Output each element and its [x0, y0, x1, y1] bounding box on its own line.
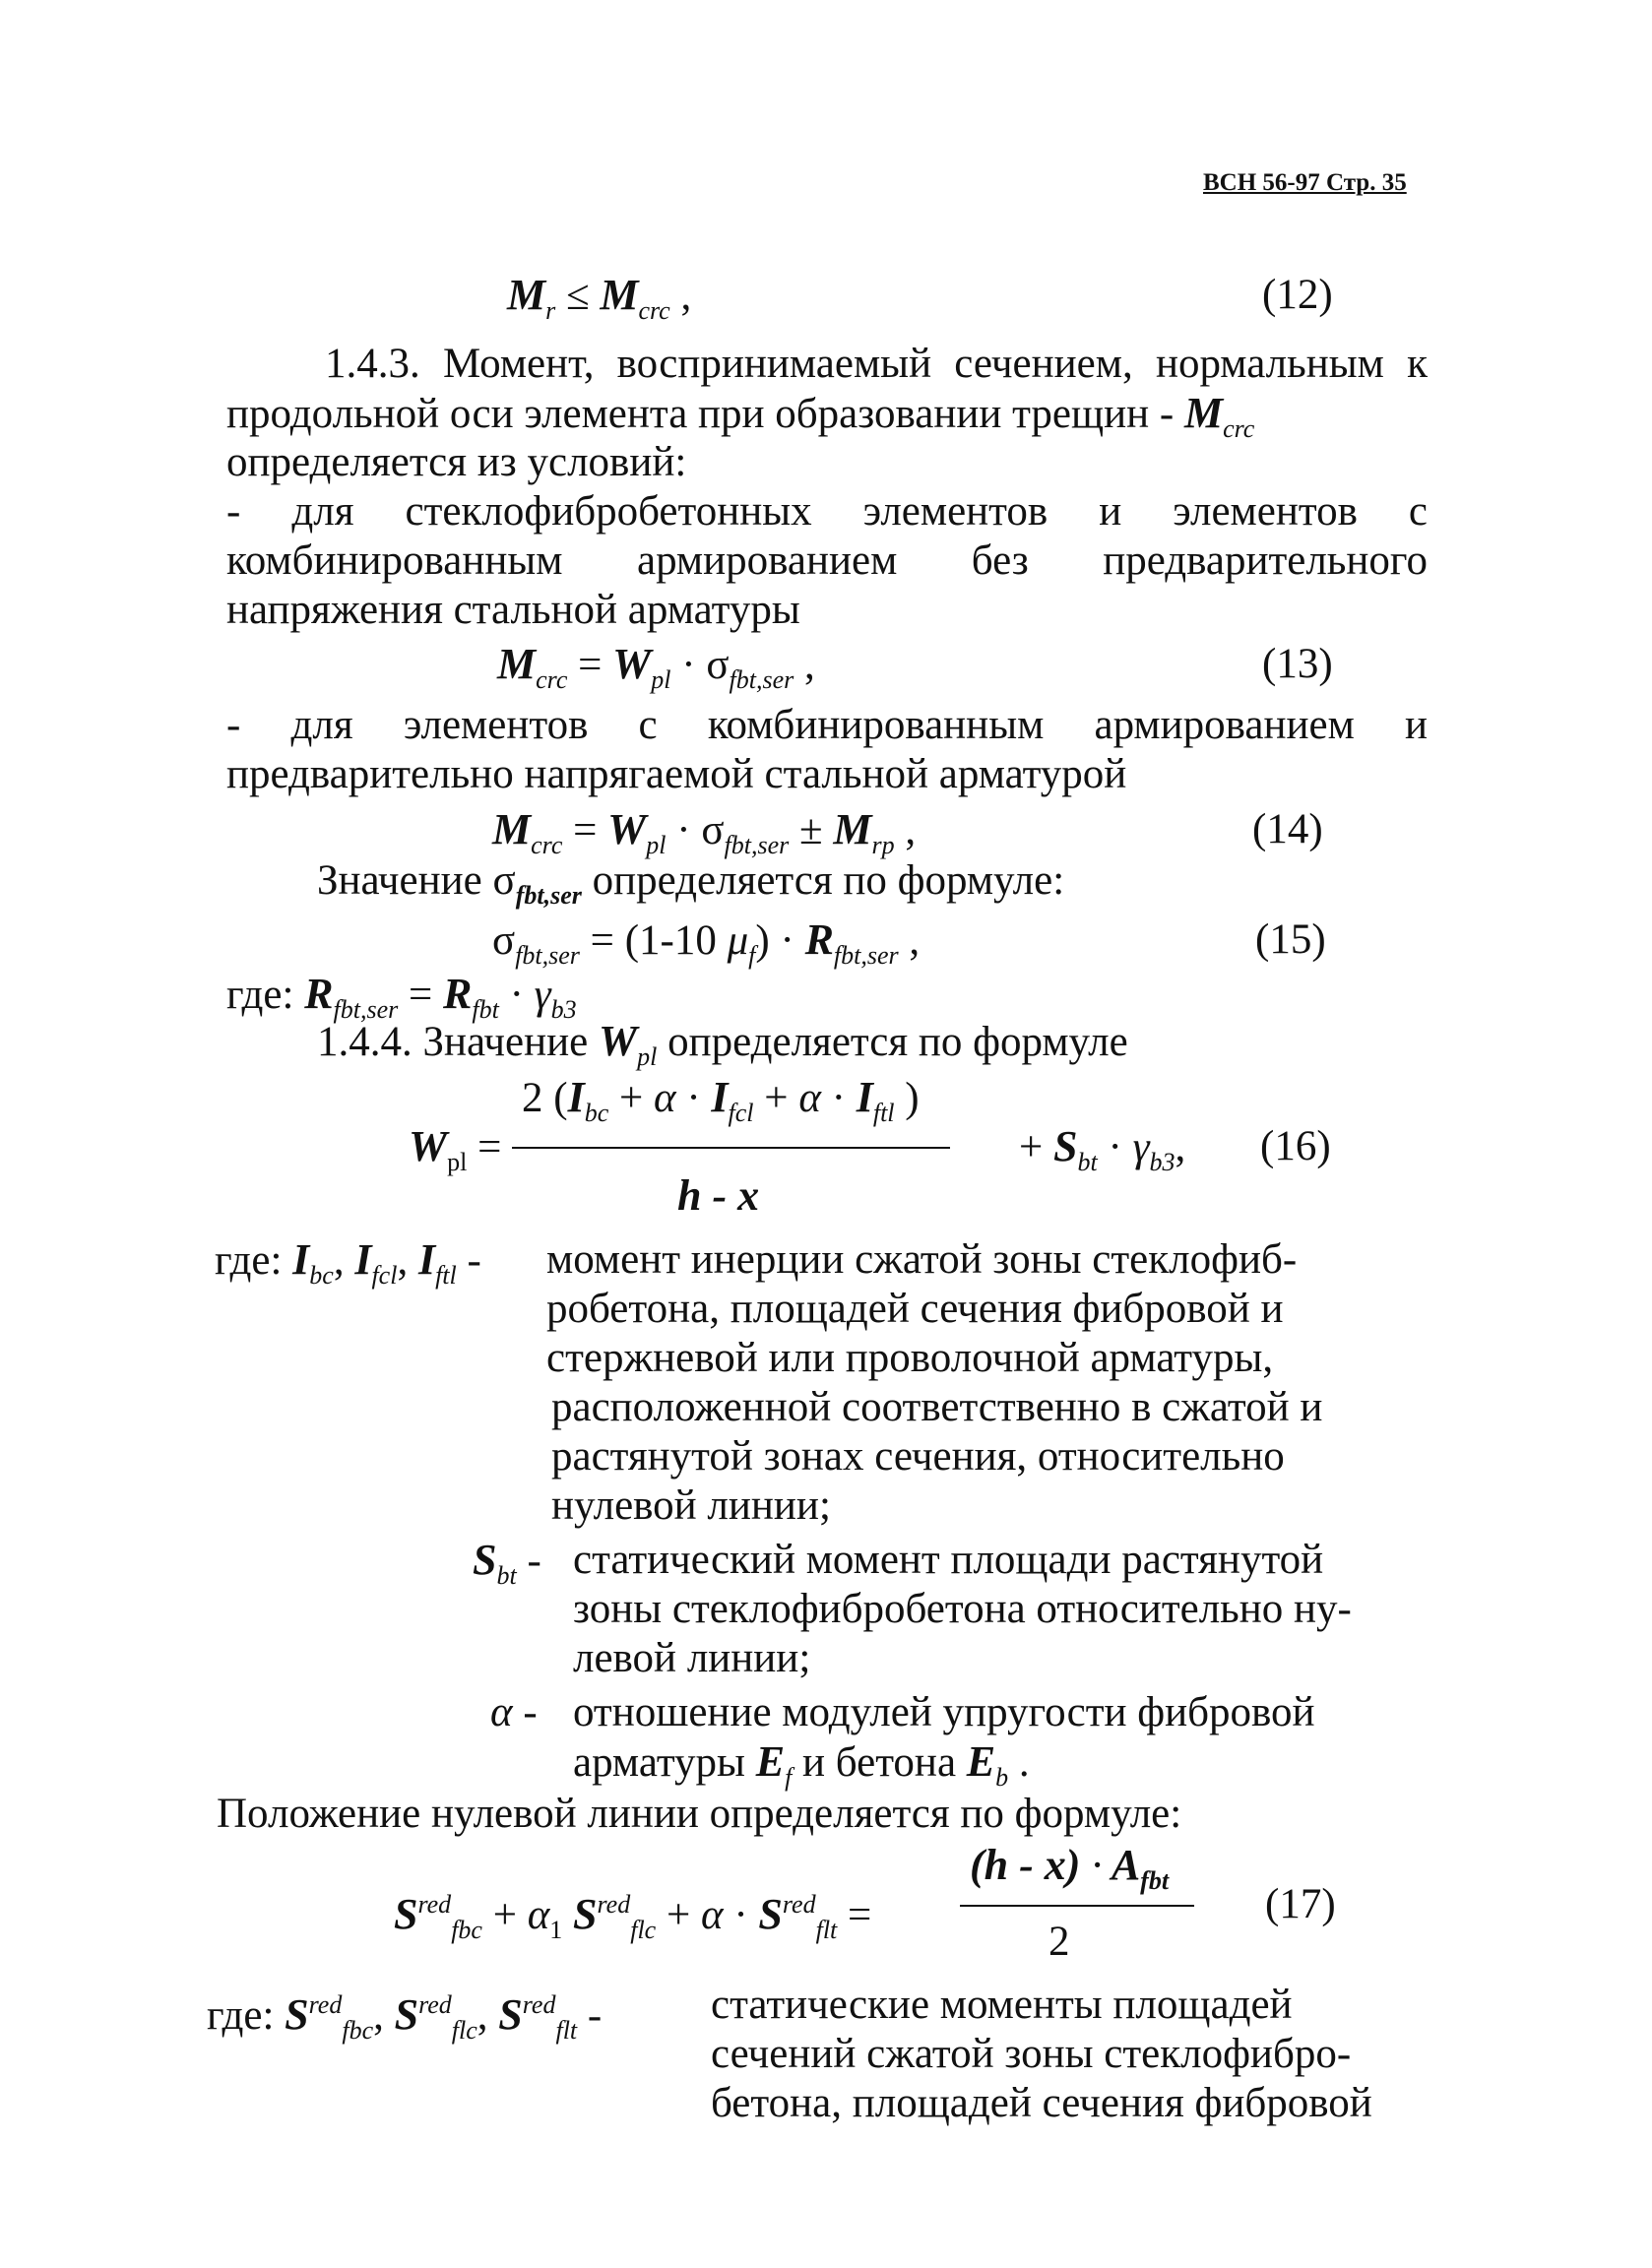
paragraph-14-line-1: - для элементов с комбинированным армированием и — [226, 702, 1428, 748]
defA-symbol: α - — [490, 1689, 538, 1735]
equation-number-15: (15) — [1255, 916, 1326, 963]
def16-line-6: нулевой линии; — [551, 1482, 831, 1529]
equation-number-14: (14) — [1252, 806, 1323, 852]
defS-line-2: зоны стеклофибробетона относительно ну- — [573, 1586, 1352, 1632]
paragraph-143-line-6: напряжения стальной арматуры — [226, 587, 800, 633]
equation-17-numerator: $(h - x) \cdot A_{fbt}$ — [970, 1841, 1170, 1895]
equation-number-12: (12) — [1262, 272, 1333, 318]
where-15: где: $R_{fbt,ser} = R_{fbt} \cdot \gamma_{b3}$ — [226, 970, 577, 1024]
def17-line-3: бетона, площадей сечения фибровой — [711, 2080, 1372, 2126]
defS-line-3: левой линии; — [573, 1635, 811, 1681]
defA-line-2: арматуры $E_f$ и бетона $E_b$ . — [573, 1737, 1030, 1792]
paragraph-15: Значение $\sigma_{fbt,ser}$ определяется по формуле: — [317, 857, 1065, 910]
def16-line-1: момент инерции сжатой зоны стеклофиб- — [546, 1236, 1298, 1283]
def16-line-5: растянутой зонах сечения, относительно — [551, 1433, 1285, 1480]
page-header: ВСН 56-97 Стр. 35 — [1203, 169, 1407, 196]
equation-14: $M_{crc} = W_{pl} \cdot \sigma_{fbt,ser} \pm M_{rp}$ , — [492, 805, 917, 859]
defA-line-1: отношение модулей упругости фибровой — [573, 1689, 1315, 1735]
paragraph-143-line-3: определяется из условий: — [226, 439, 687, 485]
equation-number-16: (16) — [1260, 1123, 1331, 1169]
paragraph-null-line: Положение нулевой линии определяется по формуле: — [217, 1791, 1182, 1837]
equation-16-lhs: $W_{pl}$ = — [409, 1122, 502, 1176]
paragraph-143-line-5: комбинированным армированием без предварительного — [226, 537, 1428, 584]
def16-line-2: робетона, площадей сечения фибровой и — [546, 1286, 1284, 1332]
equation-13: $M_{crc} = W_{pl} \cdot \sigma_{fbt,ser}$ , — [497, 640, 815, 694]
def16-symbols: где: $I_{bc}$, $I_{fcl}$, $I_{ftl}$ - — [215, 1235, 481, 1290]
def17-symbols: где: $S^{red}_{fbc}$, $S^{red}_{flc}$, $S^{red}_{flt}$ - — [207, 1990, 603, 2045]
equation-16-numerator: 2 ($I_{bc} + \alpha \cdot I_{fcl} + \alpha \cdot I_{ftl}$ ) — [522, 1073, 920, 1127]
paragraph-143-line-2: продольной оси элемента при образовании трещин - $M_{crc}$ — [226, 389, 1255, 443]
defS-symbol: $S_{bt}$ - — [473, 1536, 541, 1590]
def16-line-3: стержневой или проволочной арматуры, — [546, 1335, 1274, 1381]
equation-17-denominator: 2 — [1048, 1919, 1070, 1965]
equation-17-fraction-bar — [960, 1905, 1194, 1907]
equation-16-denominator: h - x — [677, 1171, 760, 1220]
paragraph-143-line-4: - для стеклофибробетонных элементов и элементов с — [226, 488, 1428, 535]
equation-number-17: (17) — [1265, 1881, 1336, 1927]
def16-line-4: расположенной соответственно в сжатой и — [551, 1384, 1323, 1430]
defS-line-1: статический момент площади растянутой — [573, 1537, 1324, 1583]
equation-17-lhs: $S^{red}_{fbc} + \alpha_1$ $S^{red}_{flc} + \alpha \cdot S^{red}_{flt}$ = — [394, 1890, 872, 1944]
paragraph-144: 1.4.4. Значение $W_{pl}$ определяется по формуле — [317, 1017, 1128, 1071]
equation-15: $\sigma_{fbt,ser} = (1-10$ $\mu_f) \cdot R_{fbt,ser}$ , — [492, 915, 921, 970]
equation-number-13: (13) — [1262, 641, 1333, 687]
def17-line-2: сечений сжатой зоны стеклофибро- — [711, 2031, 1352, 2077]
paragraph-143-line-1: 1.4.3. Момент, воспринимаемый сечением, нормальным к — [325, 341, 1428, 387]
equation-16-fraction-bar — [512, 1147, 950, 1149]
def17-line-1: статические моменты площадей — [711, 1982, 1293, 2028]
paragraph-14-line-2: предварительно напрягаемой стальной арматурой — [226, 751, 1127, 797]
equation-12: $M_r \le M_{crc}$ , — [507, 271, 692, 325]
equation-16-tail: + $S_{bt} \cdot \gamma_{b3}$, — [1019, 1122, 1186, 1176]
